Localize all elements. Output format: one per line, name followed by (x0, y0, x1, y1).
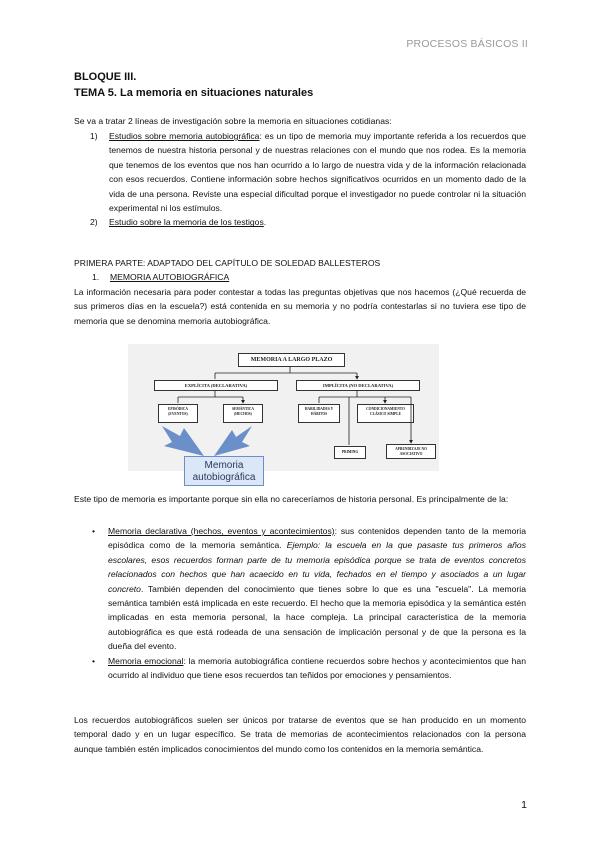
closing-paragraph: Los recuerdos autobiográficos suelen ser únicos por tratarse de eventos que se han producido en un momento temporal dado y en un lugar específico. Se trata de memorias de acontecimientos relacionados con la persona aunque también estén implicados conocimientos del mundo como los contenidos en la memoria semántica. (74, 715, 526, 754)
autobiographical-memory-callout: Memoria autobiográfica (184, 456, 264, 486)
research-line-2 (90, 215, 526, 229)
implicit-memory-box: IMPLÍCITA (NO DECLARATIVA) (296, 380, 420, 391)
callout-arrows (162, 426, 252, 456)
bullet-example: Ejemplo: la escuela en la que pasaste tus primeros años escolares, esos recuerdos forman parte de tu memoria episódica porque se trata de eventos concretos relacionados con hechos que han acaecido en tu vida, fechados en el tiempo y asociados a un lugar concreto (108, 540, 526, 594)
page-number: 1 (521, 799, 527, 811)
classical-conditioning-box: CONDICIONAMIENTO CLÁSICO SIMPLE (357, 404, 414, 423)
bullet-label: Memoria emocional (108, 655, 184, 666)
connector-lines (178, 366, 411, 445)
skills-habits-box: HABILIDADES Y HÁBITOS (298, 404, 340, 423)
explicit-memory-box: EXPLÍCITA (DECLARATIVA) (154, 380, 278, 391)
item-text: . (263, 217, 267, 228)
topic-title: TEMA 5. La memoria en situaciones naturales (74, 87, 314, 99)
bullet-text-cont: . También dependen del conocimiento que tienes sobre lo que es una "escuela". La memoria semántica también está implicada en este recuerdo. El hecho que la memoria episódica y la semántica estén implicadas en esta memoria personal, la hace compleja. La principal característica de la memoria autobiográfica es que está rodeada de una sensación de implicación personal y de que la persona es la dueña del evento. (108, 583, 526, 652)
memory-types-list (92, 524, 526, 682)
bullet-emotional (92, 654, 526, 683)
intro-autobio-paragraph: La información necesaria para poder contestar a todas las preguntas objetivas que nos hacemos (¿Qué recuerda de sus primeros días en la escuela?) está contenida en su memoria y no podría contestarlas si no tuviera ese tipo de memoria que se denomina memoria autobiográfica. (74, 287, 526, 326)
research-line-1 (90, 129, 526, 215)
intro-paragraph: Se va a tratar 2 líneas de investigación sobre la memoria en situaciones cotidianas: (74, 116, 392, 126)
running-header: PROCESOS BÁSICOS II (406, 38, 528, 50)
block-title: BLOQUE III. (74, 71, 137, 83)
bullet-text: : sus contenidos dependen tanto de la memoria episódica como de la memoria semántica. (108, 526, 526, 551)
priming-box: PRIMING (334, 446, 366, 459)
item-label: Estudios sobre memoria autobiográfica (109, 131, 260, 141)
arrow-to-episodic (162, 426, 204, 456)
semantic-memory-box: SEMÁNTICA (HECHOS) (223, 404, 263, 423)
bullet-dot: • (92, 655, 96, 666)
bullet-label: Memoria declarativa (hechos, eventos y acontecimientos) (108, 526, 335, 536)
part-heading: PRIMERA PARTE: ADAPTADO DEL CAPÍTULO DE SOLEDAD BALLESTEROS (74, 258, 381, 268)
section-title: MEMORIA AUTOBIOGRÁFICA (110, 272, 230, 282)
diagram-connectors (128, 344, 439, 489)
item-number: 2) (90, 217, 98, 228)
long-term-memory-box: MEMORIA A LARGO PLAZO (238, 353, 345, 367)
section-number: 1. (92, 272, 100, 282)
section-heading (92, 270, 229, 284)
item-text: : es un tipo de memoria muy importante referida a los recuerdos que tenemos de nuestra historia personal y de nuestras relaciones con el mundo que nos rodea. Es la memoria que tenemos de los eventos que nos han ocurrido a lo largo de nuestra vida y de la información relacionada con esos recuerdos. Contiene información sobre hechos significativos ocurridos en un momento dado de la vida de una persona. Reviste una especial dificultad porque el investigador no puede controlar ni la situación experimental ni los estímulos. (109, 131, 526, 214)
bullet-declarative (92, 524, 526, 654)
importance-paragraph: Este tipo de memoria es importante porque sin ella no careceríamos de historia personal. Es principalmente de la: (74, 494, 509, 504)
nonassociative-learning-box: APRENDIZAJE NO ASOCIATIVO (386, 444, 436, 459)
bullet-text: : la memoria autobiográfica contiene recuerdos sobre hechos y acontecimientos que han ocurrido al individuo que tiene esos recuerdos tan teñidos por emociones y pensamientos. (108, 655, 526, 681)
item-number: 1) (90, 131, 98, 141)
arrow-to-semantic (214, 426, 252, 456)
item-label: Estudio sobre la memoria de los testigos (109, 217, 264, 228)
bullet-dot: • (92, 526, 96, 536)
episodic-memory-box: EPISÓDICA (EVENTOS) (158, 404, 198, 423)
research-lines-list (90, 129, 526, 230)
